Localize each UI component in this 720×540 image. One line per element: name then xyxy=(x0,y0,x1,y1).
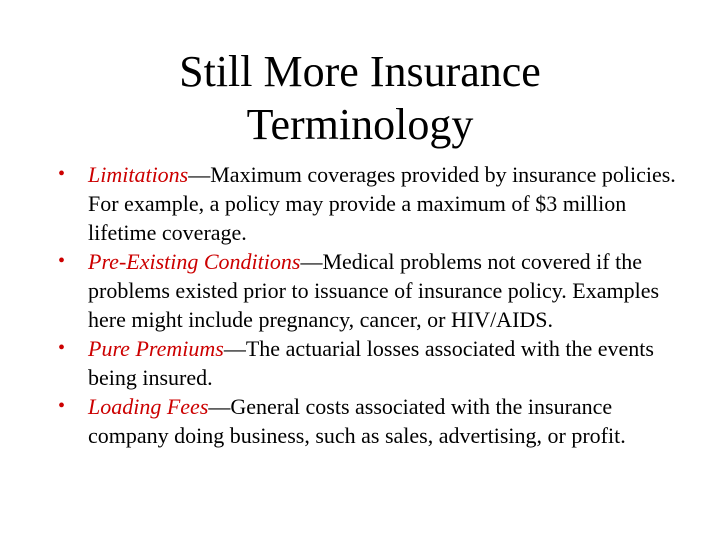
bullet-dot-icon: • xyxy=(58,395,66,417)
term-pure-premiums: Pure Premiums xyxy=(88,336,224,361)
term-loading-fees: Loading Fees xyxy=(88,394,209,419)
title-line-1: Still More Insurance xyxy=(179,47,541,96)
bullet-pre-existing-conditions xyxy=(58,247,678,334)
definition-pure-premiums: —The actuarial losses associated with the events being insured. xyxy=(88,336,654,390)
definition-loading-fees: —General costs associated with the insurance company doing business, such as sales, advertising, or profit. xyxy=(88,394,626,448)
bullet-dot-icon: • xyxy=(58,163,66,185)
definition-pre-existing-conditions: —Medical problems not covered if the problems existed prior to issuance of insurance policy. Examples here might include pregnancy, cancer, or HIV/AIDS. xyxy=(88,249,660,332)
bullet-limitations xyxy=(58,160,678,247)
slide-title xyxy=(0,45,720,151)
bullet-dot-icon: • xyxy=(58,337,66,359)
term-limitations: Limitations xyxy=(88,162,189,187)
term-pre-existing-conditions: Pre-Existing Conditions xyxy=(88,249,301,274)
bullet-loading-fees xyxy=(58,392,678,450)
bullet-dot-icon: • xyxy=(58,250,66,272)
bullet-list xyxy=(58,160,678,450)
bullet-pure-premiums xyxy=(58,334,678,392)
definition-limitations: —Maximum coverages provided by insurance policies. For example, a policy may provide a maximum of $3 million lifetime coverage. xyxy=(88,162,676,245)
title-line-2: Terminology xyxy=(246,100,474,149)
